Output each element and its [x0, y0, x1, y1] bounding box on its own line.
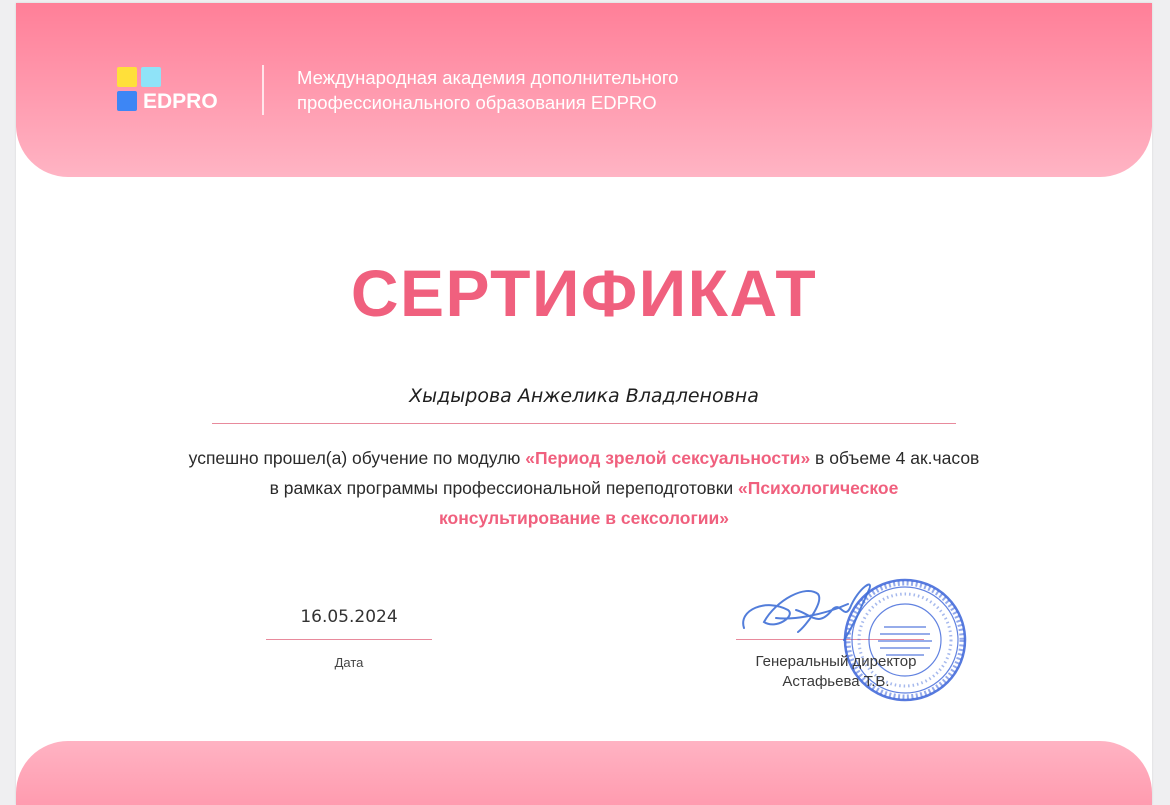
date-value: 16.05.2024 [300, 607, 398, 627]
logo-square-blue [117, 91, 137, 111]
director-name: Астафьева Т.В. [782, 673, 890, 690]
director-block [696, 652, 976, 692]
logo-text: EDPRO [143, 90, 218, 113]
program-name-line2: консультирование в сексологии» [439, 508, 729, 528]
recipient-underline [212, 423, 956, 424]
footer-band [16, 741, 1152, 805]
date-underline [266, 639, 432, 640]
header-divider [262, 65, 264, 115]
director-title: Генеральный директор [755, 653, 917, 670]
body-text-part3: в рамках программы профессиональной переподготовки [269, 478, 739, 498]
body-text-part2: в объеме 4 ак.часов [810, 448, 980, 468]
edpro-logo [117, 67, 237, 117]
module-name: «Период зрелой сексуальности» [525, 448, 811, 468]
certificate-title: СЕРТИФИКАТ [350, 256, 818, 330]
academy-name-line1: Международная академия дополнительного [297, 67, 679, 88]
recipient-name: Хыдырова Анжелика Владленовна [409, 385, 759, 407]
academy-name [297, 65, 857, 115]
date-label: Дата [334, 655, 364, 670]
program-name-line1: «Психологическое [738, 478, 899, 498]
certificate-body [76, 443, 1092, 533]
director-signature [736, 570, 886, 650]
logo-square-yellow [117, 67, 137, 87]
logo-square-cyan [141, 67, 161, 87]
academy-name-line2: профессионального образования EDPRO [297, 92, 657, 113]
certificate-page [16, 3, 1152, 805]
body-text-part1: успешно прошел(а) обучение по модулю [188, 448, 526, 468]
